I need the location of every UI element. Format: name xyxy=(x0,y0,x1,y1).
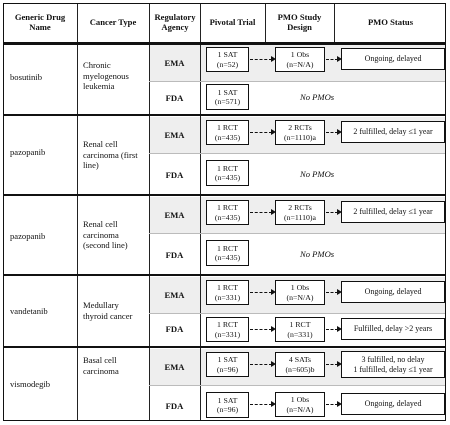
agency-ema: EMA xyxy=(164,58,185,68)
pmo-status-box: Ongoing, delayed xyxy=(341,48,445,70)
row-divider xyxy=(4,274,445,276)
pmo-design-box: 2 RCTs (n=1110)a xyxy=(275,120,325,145)
cancer-type: Medullary thyroid cancer xyxy=(83,300,133,321)
dashed-arrow xyxy=(250,329,272,330)
pmo-design-box: 1 Obs (n=N/A) xyxy=(275,47,325,72)
agency-divider xyxy=(149,153,446,154)
pmo-design-box: 1 Obs (n=N/A) xyxy=(275,280,325,305)
pmo-status-box: Fulfilled, delay >2 years xyxy=(341,318,445,340)
cancer-type: Renal cell carcinoma (first line) xyxy=(83,139,138,171)
pivotal-trial-box: 1 SAT (n=52) xyxy=(206,47,249,72)
row-divider xyxy=(4,194,445,196)
agency-divider xyxy=(149,233,446,234)
pmo-design-box: 1 RCT (n=331) xyxy=(275,317,325,342)
agency-fda: FDA xyxy=(165,401,184,411)
dashed-arrow xyxy=(250,59,272,60)
dashed-arrow xyxy=(250,292,272,293)
pmo-design-box: 2 RCTs (n=1110)a xyxy=(275,200,325,225)
pivotal-trial-box: 1 RCT (n=331) xyxy=(206,317,249,342)
agency-fda: FDA xyxy=(165,250,184,260)
pmo-design-box: 1 Obs (n=N/A) xyxy=(275,392,325,417)
header-agency: Regulatory Agency xyxy=(154,12,196,32)
agency-ema: EMA xyxy=(164,290,185,300)
agency-divider xyxy=(149,385,446,386)
pivotal-trial-box: 1 SAT (n=96) xyxy=(206,352,249,377)
pivotal-trial-box: 1 RCT (n=331) xyxy=(206,280,249,305)
dashed-arrow xyxy=(326,329,338,330)
pmo-status-box: Ongoing, delayed xyxy=(341,281,445,303)
dashed-arrow xyxy=(326,404,338,405)
row-divider xyxy=(4,114,445,116)
agency-ema: EMA xyxy=(164,362,185,372)
agency-divider xyxy=(149,81,446,82)
agency-ema: EMA xyxy=(164,130,185,140)
pmo-design-box: 4 SATs (n=605)b xyxy=(275,352,325,377)
header-rule xyxy=(4,42,445,45)
dashed-arrow xyxy=(250,404,272,405)
drug-name: bosutinib xyxy=(10,72,42,82)
pivotal-trial-box: 1 SAT (n=96) xyxy=(206,392,249,418)
column-divider xyxy=(200,4,201,421)
header-cancer: Cancer Type xyxy=(89,17,137,28)
dashed-arrow xyxy=(326,59,338,60)
pivotal-trial-box: 1 RCT (n=435) xyxy=(206,240,249,266)
pivotal-trial-box: 1 RCT (n=435) xyxy=(206,160,249,186)
pmo-status-box: 3 fulfilled, no delay 1 fulfilled, delay ≤1 year xyxy=(341,351,445,378)
cancer-type: Renal cell carcinoma (second line) xyxy=(83,219,128,251)
no-pmos-text: No PMOs xyxy=(300,169,335,179)
pmo-comparison-table xyxy=(3,3,446,421)
drug-name: vismodegib xyxy=(10,379,51,389)
header-drug: Generic Drug Name xyxy=(14,12,66,32)
dashed-arrow xyxy=(250,364,272,365)
header-trial: Pivotal Trial xyxy=(209,17,256,28)
pmo-status-box: 2 fulfilled, delay ≤1 year xyxy=(341,201,445,223)
dashed-arrow xyxy=(326,364,338,365)
agency-divider xyxy=(149,313,446,314)
pivotal-trial-box: 1 RCT (n=435) xyxy=(206,200,249,225)
agency-fda: FDA xyxy=(165,324,184,334)
cancer-type: Basal cell carcinoma xyxy=(83,355,119,376)
agency-fda: FDA xyxy=(165,93,184,103)
drug-name: pazopanib xyxy=(10,147,46,157)
agency-ema: EMA xyxy=(164,210,185,220)
dashed-arrow xyxy=(326,292,338,293)
drug-name: vandetanib xyxy=(10,306,48,316)
dashed-arrow xyxy=(250,132,272,133)
dashed-arrow xyxy=(326,132,338,133)
cancer-type: Chronic myelogenous leukemia xyxy=(83,60,129,92)
drug-name: pazopanib xyxy=(10,231,46,241)
header-design: PMO Study Design xyxy=(277,12,322,32)
dashed-arrow xyxy=(326,212,338,213)
no-pmos-text: No PMOs xyxy=(300,249,335,259)
no-pmos-text: No PMOs xyxy=(300,92,335,102)
header-status: PMO Status xyxy=(367,17,414,28)
pmo-status-box: 2 fulfilled, delay ≤1 year xyxy=(341,121,445,143)
pivotal-trial-box: 1 RCT (n=435) xyxy=(206,120,249,145)
dashed-arrow xyxy=(250,212,272,213)
pivotal-trial-box: 1 SAT (n=571) xyxy=(206,84,249,110)
agency-fda: FDA xyxy=(165,170,184,180)
pmo-status-box: Ongoing, delayed xyxy=(341,393,445,415)
column-divider xyxy=(77,4,78,421)
row-divider xyxy=(4,346,445,348)
